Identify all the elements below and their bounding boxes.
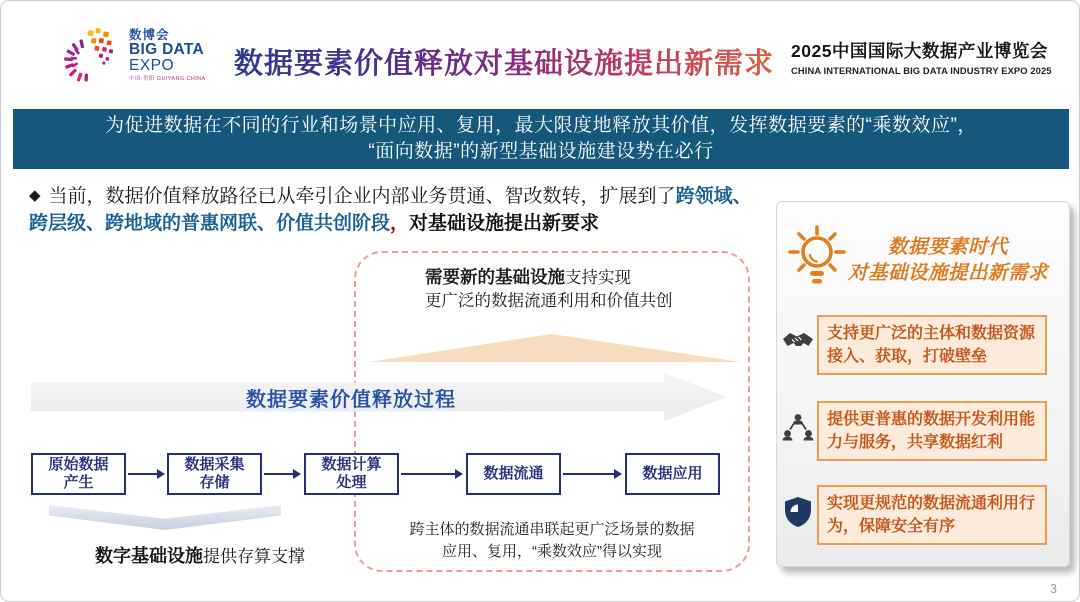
intro-comma: ，: [390, 213, 410, 234]
cross-subject-text: 跨主体的数据流通串联起更广泛场景的数据 应用、复用，“乘数效应”得以实现: [409, 521, 695, 560]
need-rest: 支持实现: [565, 269, 631, 287]
banner-line-1: 为促进数据在不同的行业和场景中应用、复用，最大限度地释放其价值，发挥数据要素的“乘数效应”，: [105, 115, 977, 136]
panel-item-access: 支持更广泛的主体和数据资源接入、获取，打破壁垒: [817, 315, 1047, 375]
diamond-bullet-icon: ◆: [29, 187, 41, 204]
expo-title-cn: 2025中国国际大数据产业博览会: [791, 41, 1048, 61]
flow-arrow-4: [563, 473, 615, 475]
intro-part1: 当前，数据价值释放路径已从牵引企业内部业务贯通、智改数转，扩展到了: [48, 186, 676, 207]
logo-swirl-icon: [57, 25, 121, 87]
logo-subtext: 中国·贵阳 GUIYANG.CHINA: [129, 76, 206, 83]
downward-chevron: [49, 505, 281, 530]
flow-arrow-2: [264, 473, 294, 475]
page-number: 3: [1050, 582, 1057, 596]
flow-box-circulation: 数据流通: [466, 453, 561, 495]
summary-banner: [13, 109, 1069, 169]
big-data-expo-logo: [57, 25, 206, 87]
support-text: 数字基础设施提供存算支撑: [95, 546, 305, 566]
intro-highlight: 跨领域、跨层级、跨地域的普惠网联、价值共创阶段: [29, 186, 752, 234]
handshake-icon: [781, 325, 815, 359]
process-label: 数据要素价值释放过程: [246, 389, 456, 411]
expo-header: [791, 38, 1073, 76]
page-title: 数据要素价值释放对基础设施提出新需求: [229, 41, 779, 82]
intro-conclusion: 对基础设施提出新要求: [409, 213, 600, 234]
flow-box-collection-storage: 数据采集 存储: [167, 453, 262, 495]
intro-paragraph: [29, 182, 767, 237]
logo-en1: BIG DATA: [129, 40, 205, 58]
panel-title: 数据要素时代 对基础设施提出新需求: [847, 236, 1048, 284]
banner-line-2: “面向数据”的新型基础设施建设势在必行: [368, 141, 714, 162]
need-line2: 更广泛的数据流通利用和价值共创: [425, 292, 673, 310]
new-requirements-panel: [776, 201, 1070, 567]
need-bold: 需要新的基础设施: [425, 267, 565, 287]
flow-arrow-3: [401, 473, 456, 475]
panel-item-security: 实现更规范的数据流通利用行为，保障安全有序: [817, 485, 1047, 545]
need-infrastructure-text: [425, 266, 725, 313]
flow-box-computing: 数据计算 处理: [304, 453, 399, 495]
flow-arrow-1: [128, 473, 158, 475]
people-network-icon: [781, 411, 815, 445]
logo-cn: 数博会: [129, 27, 170, 42]
shield-icon: [781, 495, 815, 529]
logo-en2: EXPO: [129, 57, 175, 75]
panel-item-inclusive: 提供更普惠的数据开发利用能力与服务，共享数据红利: [817, 401, 1047, 461]
flow-box-raw-data: 原始数据 产生: [31, 453, 126, 495]
expo-title-en: CHINA INTERNATIONAL BIG DATA INDUSTRY EXPO 2025: [791, 65, 1052, 76]
flow-box-application: 数据应用: [625, 453, 720, 495]
